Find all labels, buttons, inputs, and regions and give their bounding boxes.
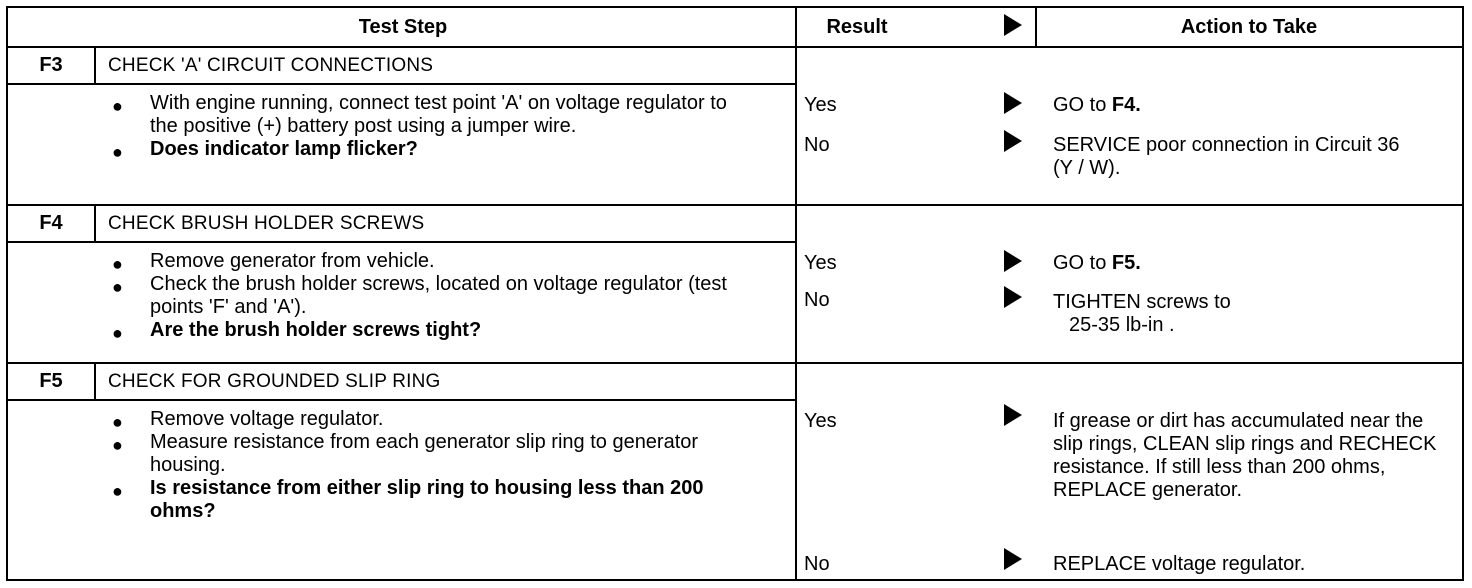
action-text: GO to F5. xyxy=(1053,252,1141,274)
divider-result-action-header xyxy=(1035,8,1037,46)
bullet-item: ● Check the brush holder screws, located on voltage regulator (test points 'F' and 'A'). xyxy=(112,273,727,318)
result-no: No xyxy=(804,289,830,311)
step-bullets xyxy=(106,92,746,161)
result-arrow-icon xyxy=(1004,130,1022,152)
step-id: F5 xyxy=(39,370,63,392)
result-yes: Yes xyxy=(804,94,837,116)
f5-id-divider xyxy=(94,362,96,399)
bullet-icon: ● xyxy=(112,323,123,343)
step-title: CHECK BRUSH HOLDER SCREWS xyxy=(108,213,425,234)
bullet-question: ● Are the brush holder screws tight? xyxy=(112,319,482,343)
action-text: SERVICE poor connection in Circuit 36 (Y / W). xyxy=(1053,134,1400,179)
bullet-icon: ● xyxy=(112,412,123,432)
bullet-question: ● Is resistance from either slip ring to housing less than 200 ohms? xyxy=(112,477,704,522)
action-text: REPLACE voltage regulator. xyxy=(1053,553,1306,575)
header-arrow-icon xyxy=(1004,14,1022,36)
f4-id-divider xyxy=(94,204,96,241)
bullet-item: ● With engine running, connect test point 'A' on voltage regulator to the positive (+) battery post using a jumper wire. xyxy=(112,92,727,137)
row-divider-f4-f5 xyxy=(8,362,1462,364)
bullet-icon: ● xyxy=(112,435,123,455)
step-bullets xyxy=(106,250,766,342)
action-text: TIGHTEN screws to 25-35 lb-in . xyxy=(1053,291,1231,336)
bullet-question: ● Does indicator lamp flicker? xyxy=(112,138,418,162)
result-arrow-icon xyxy=(1004,286,1022,308)
action-text: If grease or dirt has accumulated near the slip rings, CLEAN slip rings and RECHECK resistance. If still less than 200 ohms, REPLACE generator. xyxy=(1053,410,1437,501)
f5-title-rule xyxy=(8,399,796,401)
f3-id-divider xyxy=(94,46,96,83)
bullet-icon: ● xyxy=(112,142,123,162)
result-yes: Yes xyxy=(804,252,837,274)
divider-test-result xyxy=(795,8,797,579)
result-no: No xyxy=(804,553,830,575)
bullet-item: ● Measure resistance from each generator slip ring to generator housing. xyxy=(112,431,699,476)
result-yes: Yes xyxy=(804,410,837,432)
step-id: F3 xyxy=(39,54,63,76)
step-title: CHECK 'A' CIRCUIT CONNECTIONS xyxy=(108,55,434,76)
bullet-icon: ● xyxy=(112,277,123,297)
row-divider-f3-f4 xyxy=(8,204,1462,206)
f4-title-rule xyxy=(8,241,796,243)
result-no: No xyxy=(804,134,830,156)
f3-title-rule xyxy=(8,83,796,85)
step-title: CHECK FOR GROUNDED SLIP RING xyxy=(108,371,441,392)
header-action: Action to Take xyxy=(1180,15,1318,38)
bullet-item: ● Remove voltage regulator. xyxy=(112,408,384,432)
bullet-item: ● Remove generator from vehicle. xyxy=(112,250,435,274)
result-arrow-icon xyxy=(1004,250,1022,272)
bullet-icon: ● xyxy=(112,481,123,501)
result-arrow-icon xyxy=(1004,404,1022,426)
result-arrow-icon xyxy=(1004,92,1022,114)
header-result: Result xyxy=(826,15,888,38)
step-id: F4 xyxy=(39,212,63,234)
header-test-step: Test Step xyxy=(358,15,448,38)
step-bullets xyxy=(106,408,756,523)
bullet-icon: ● xyxy=(112,254,123,274)
bullet-icon: ● xyxy=(112,96,123,116)
diagnostic-table xyxy=(6,6,1464,581)
header-bottom-rule xyxy=(8,46,1462,48)
result-arrow-icon xyxy=(1004,548,1022,570)
action-text: GO to F4. xyxy=(1053,94,1141,116)
